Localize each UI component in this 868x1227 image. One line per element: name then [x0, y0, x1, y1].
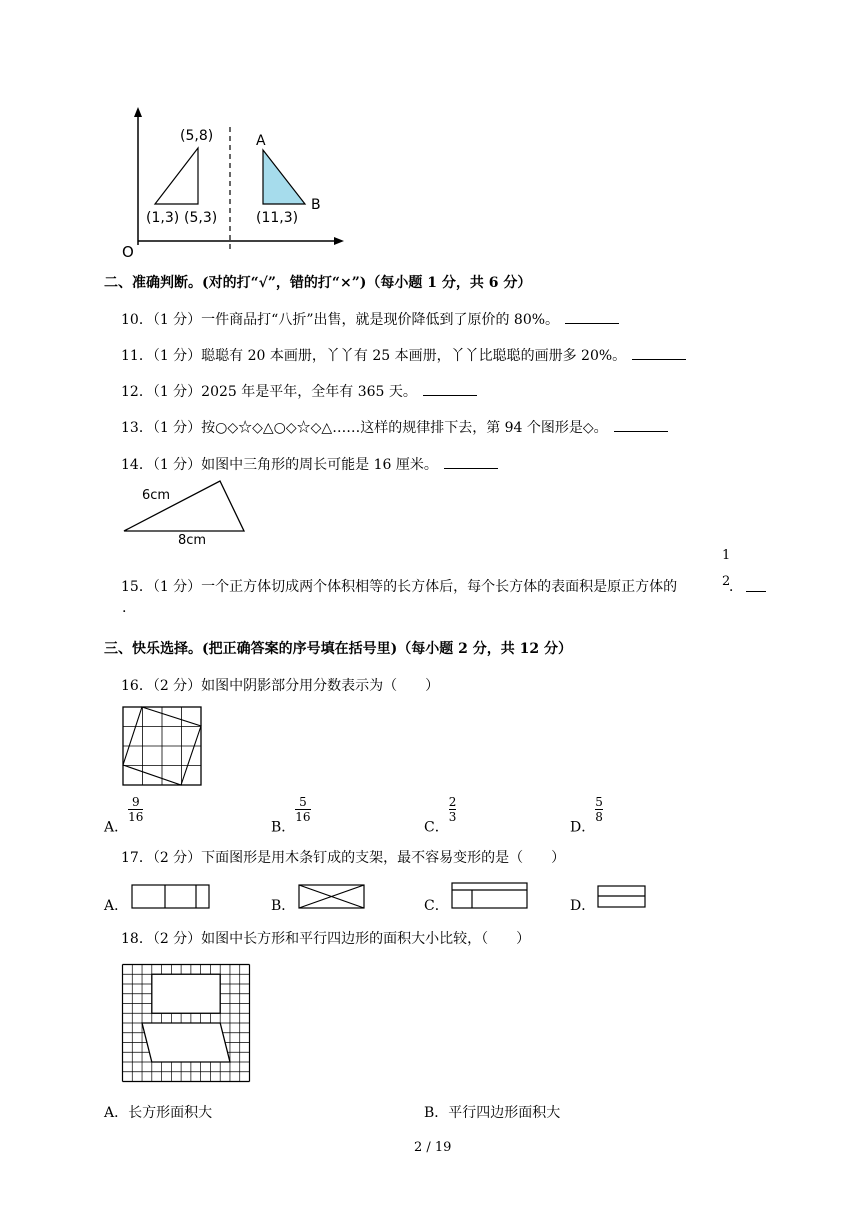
question-15 — [121, 576, 677, 596]
question-12-text: 12．（1 分）2025 年是平年，全年有 365 天。 — [121, 384, 417, 400]
page-number: 2 / 19 — [414, 1140, 452, 1155]
fraction — [128, 795, 143, 824]
option-16-c[interactable] — [424, 795, 456, 837]
answer-blank-13[interactable] — [614, 417, 668, 432]
option-16-b[interactable] — [271, 795, 311, 837]
option-18-a[interactable]: A．长方形面积大 — [104, 1105, 213, 1121]
denominator: 8 — [595, 810, 603, 824]
parallelogram-shape — [142, 1023, 230, 1062]
fraction-denominator: 2 — [722, 574, 731, 589]
denominator: 16 — [295, 810, 311, 824]
question-15-text: 15．（1 分）一个正方体切成两个体积相等的长方体后，每个长方体的表面积是原正方体的 — [121, 579, 678, 595]
denominator: 16 — [128, 810, 144, 824]
numerator: 2 — [448, 795, 457, 809]
option-letter: B． — [271, 819, 296, 836]
question-11-text: 11．（1 分）聪聪有 20 本画册，丫丫有 25 本画册，丫丫比聪聪的画册多 20%。 — [121, 348, 627, 364]
option-letter: A． — [104, 819, 129, 836]
question-14 — [121, 454, 498, 474]
option-17-b-label: B． — [271, 898, 296, 914]
question-12 — [121, 381, 477, 401]
option-letter: C． — [424, 819, 449, 836]
option-17-d-figure[interactable] — [597, 885, 647, 909]
grid-figure-18 — [122, 964, 250, 1082]
label-b: B — [311, 197, 321, 213]
label-5-3: (5,3) — [184, 210, 218, 226]
question-18: 18．（2 分）如图中长方形和平行四边形的面积大小比较，（ ） — [121, 931, 531, 947]
rectangle-shape — [152, 974, 220, 1013]
fraction — [295, 795, 310, 824]
label-1-3: (1,3) — [146, 210, 180, 226]
answer-blank-10[interactable] — [565, 309, 619, 324]
question-11 — [121, 345, 686, 365]
triangle-14-figure — [120, 478, 255, 548]
side-6cm: 6cm — [142, 488, 171, 503]
numerator: 5 — [299, 795, 307, 809]
small-triangle — [155, 148, 198, 204]
option-17-a-figure[interactable] — [131, 884, 211, 910]
shaded-triangle — [263, 150, 305, 204]
question-15-tail: ． — [729, 579, 743, 595]
option-17-d-label: D． — [570, 898, 596, 914]
section3-title: 三、快乐选择。(把正确答案的序号填在括号里)（每小题 2 分，共 12 分） — [104, 641, 572, 657]
option-17-c-label: C． — [424, 898, 449, 914]
question-17: 17．（2 分）下面图形是用木条钉成的支架，最不容易变形的是（ ） — [121, 850, 566, 866]
question-10-text: 10．（1 分）一件商品打“八折”出售，就是现价降低到了原价的 80%。 — [121, 312, 560, 328]
answer-blank-12[interactable] — [423, 381, 477, 396]
question-10 — [121, 309, 619, 329]
question-15-dot: . — [122, 600, 127, 616]
option-17-a-label: A． — [104, 898, 129, 914]
option-letter: D． — [570, 819, 596, 836]
denominator: 3 — [448, 810, 457, 824]
option-18-b[interactable]: B．平行四边形面积大 — [424, 1105, 561, 1121]
question-14-text: 14．（1 分）如图中三角形的周长可能是 16 厘米。 — [121, 457, 438, 473]
numerator: 5 — [595, 795, 603, 809]
question-13-text: 13．（1 分）按○◇☆◇△○◇☆◇△……这样的规律排下去，第 94 个图形是◇。 — [121, 420, 608, 436]
label-5-8: (5,8) — [180, 128, 214, 144]
option-17-b-figure[interactable] — [298, 884, 366, 910]
answer-blank-14[interactable] — [444, 454, 498, 469]
coordinate-figure — [110, 105, 360, 265]
section2-title: 二、准确判断。(对的打“√”，错的打“×”)（每小题 1 分，共 6 分） — [104, 275, 532, 291]
option-16-d[interactable] — [570, 795, 603, 837]
side-8cm: 8cm — [178, 533, 207, 548]
fraction-numerator: 1 — [722, 548, 731, 563]
label-a: A — [256, 133, 266, 149]
question-13 — [121, 417, 668, 437]
answer-blank-15[interactable] — [746, 590, 766, 592]
answer-blank-11[interactable] — [632, 345, 686, 360]
label-11-3: (11,3) — [256, 210, 299, 226]
fraction — [449, 795, 457, 824]
grid-figure-16 — [122, 706, 202, 786]
option-16-a[interactable] — [104, 795, 143, 837]
numerator: 9 — [131, 795, 140, 809]
origin-label: O — [122, 243, 134, 261]
fraction — [595, 795, 603, 824]
option-17-c-figure[interactable] — [451, 882, 529, 910]
question-16: 16．（2 分）如图中阴影部分用分数表示为（ ） — [121, 678, 440, 694]
